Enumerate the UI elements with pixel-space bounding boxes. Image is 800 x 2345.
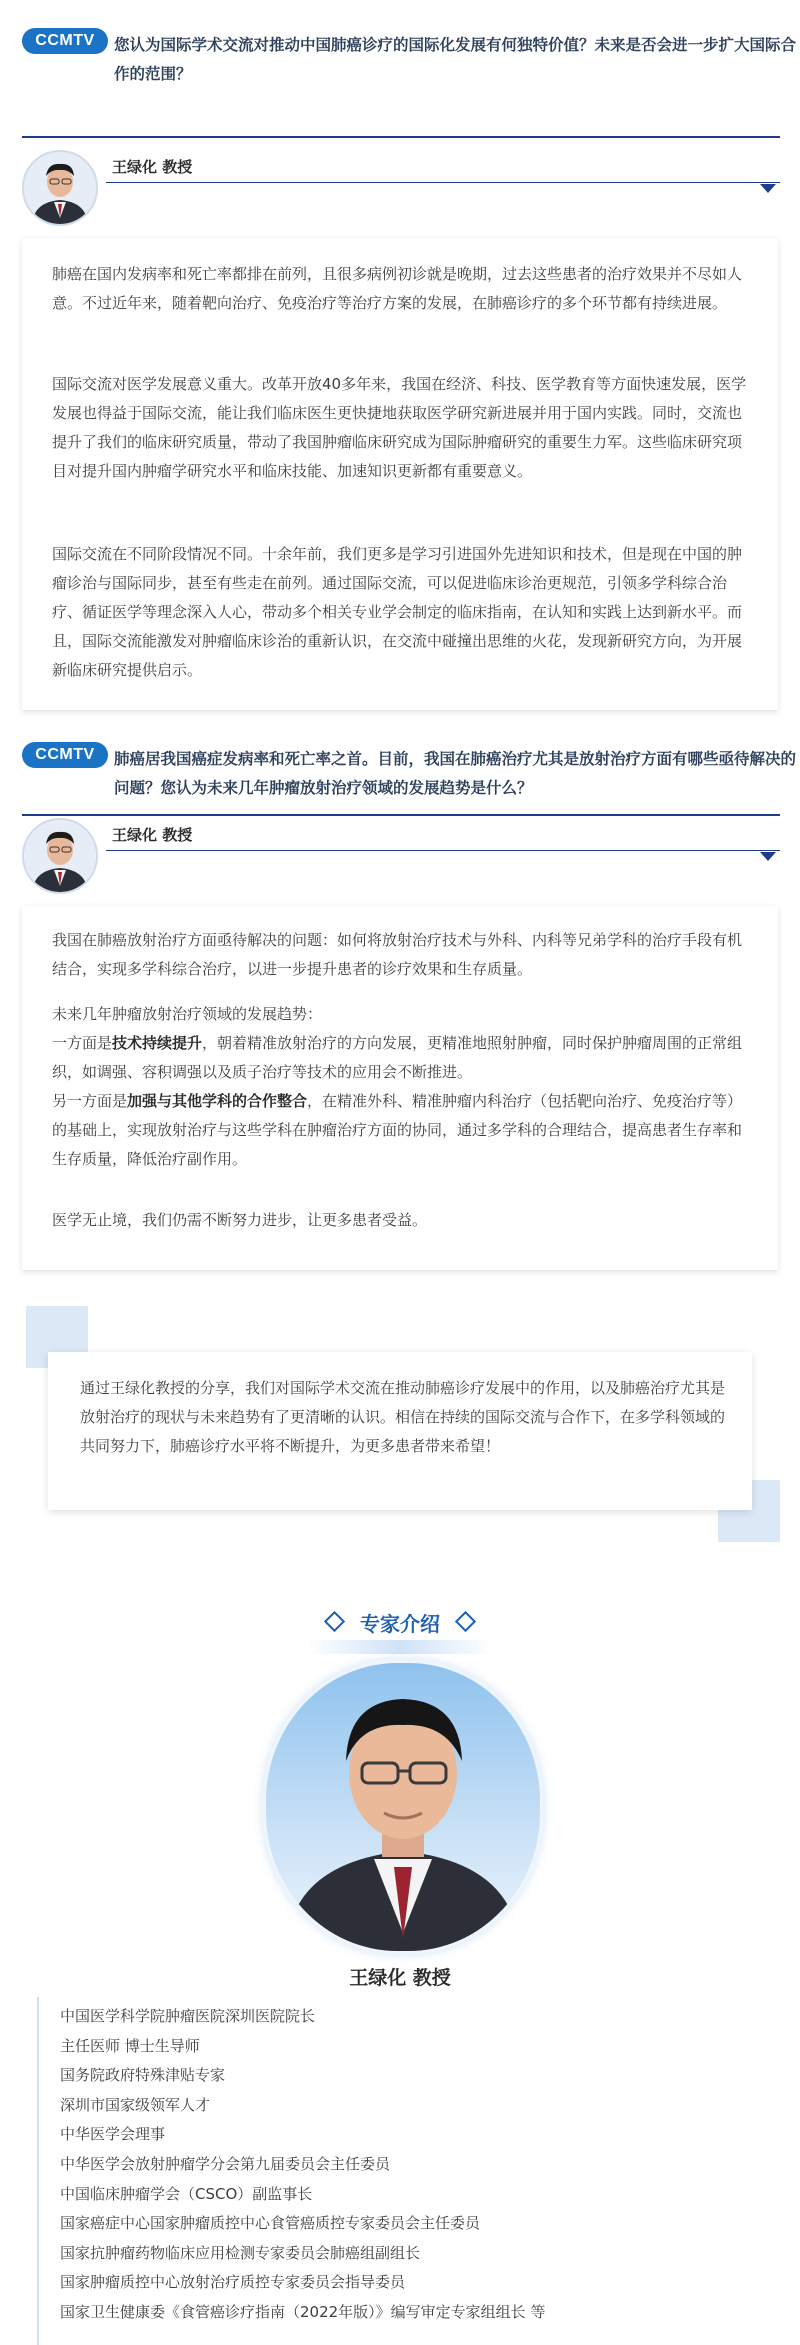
answer-card-2 — [22, 906, 778, 1270]
answer-2-trend-2: 另一方面是加强与其他学科的合作整合，在精准外科、精准肿瘤内科治疗（包括靶向治疗、免疫治疗等）的基础上，实现放射治疗与这些学科在肿瘤治疗方面的协同，通过多学科的合理结合，提高患者生存率和生存质量，降低治疗副作用。 — [52, 1092, 743, 1168]
speaker-row-1 — [22, 150, 780, 230]
triangle-down-icon — [760, 184, 776, 193]
speaker-name: 王绿化 教授 — [112, 826, 193, 844]
ccmtv-badge: CCMTV — [22, 742, 108, 768]
list-item: 中国医学科学院肿瘤医院深圳医院院长 — [60, 2007, 316, 2025]
speaker-row-2 — [22, 818, 780, 898]
question-2-text: 肺癌居我国癌症发病率和死亡率之首。目前，我国在肺癌治疗尤其是放射治疗方面有哪些亟待解决的问题？您认为未来几年肿瘤放射治疗领域的发展趋势是什么？ — [114, 750, 797, 797]
speaker-name: 王绿化 教授 — [112, 158, 193, 176]
ccmtv-badge: CCMTV — [22, 28, 108, 54]
list-item: 深圳市国家级领军人才 — [60, 2095, 211, 2114]
question-1-text: 您认为国际学术交流对推动中国肺癌诊疗的国际化发展有何独特价值？未来是否会进一步扩大国际合作的范围？ — [114, 36, 797, 83]
answer-2-trend-1: 一方面是技术持续提升，朝着精准放射治疗的方向发展，更精准地照射肿瘤，同时保护肿瘤周围的正常组织，如调强、容积调强以及质子治疗等技术的应用会不断推进。 — [52, 1034, 743, 1081]
diamond-right-icon — [455, 1611, 476, 1632]
speaker-avatar — [22, 818, 98, 894]
expert-portrait — [263, 1660, 543, 1954]
question-2-divider — [22, 814, 780, 816]
list-item: 国家卫生健康委《食管癌诊疗指南（2022年版）》编写审定专家组组长 等 — [60, 2302, 546, 2321]
list-item: 国家抗肿瘤药物临床应用检测专家委员会肺癌组副组长 — [60, 2243, 421, 2262]
question-1-divider — [22, 136, 780, 138]
speaker-avatar — [22, 150, 98, 226]
trend-1-highlight: 技术持续提升 — [112, 1034, 203, 1052]
list-item: 国家肿瘤质控中心放射治疗质控专家委员会指导委员 — [60, 2273, 406, 2292]
speaker-divider — [106, 850, 780, 851]
answer-2-paragraph-3: 医学无止境，我们仍需不断努力进步，让更多患者受益。 — [52, 1211, 428, 1229]
list-item: 主任医师 博士生导师 — [60, 2036, 200, 2055]
summary-text: 通过王绿化教授的分享，我们对国际学术交流在推动肺癌诊疗发展中的作用，以及肺癌治疗尤其是放射治疗的现状与未来趋势有了更清晰的认识。相信在持续的国际交流与合作下，在多学科领域的共同努力下，肺癌诊疗水平将不断提升，为更多患者带来希望！ — [80, 1379, 726, 1455]
expert-section-title: 专家介绍 — [0, 1608, 800, 1637]
speaker-divider — [106, 182, 780, 183]
summary-box — [48, 1352, 752, 1510]
title-underline-glow — [307, 1640, 493, 1654]
triangle-down-icon — [760, 852, 776, 861]
answer-1-paragraph-3: 国际交流在不同阶段情况不同。十余年前，我们更多是学习引进国外先进知识和技术，但是现在中国的肿瘤诊治与国际同步，甚至有些走在前列。通过国际交流，可以促进临床诊治更规范，引领多学科综合治疗、循证医学等理念深入人心，带动多个相关专业学会制定的临床指南，在认知和实践上达到新水平。而且，国际交流能激发对肿瘤临床诊治的重新认识，在交流中碰撞出思维的火花，发现新研究方向，为开展新临床研究提供启示。 — [52, 545, 743, 679]
answer-2-paragraph-1: 我国在肺癌放射治疗方面亟待解决的问题：如何将放射治疗技术与外科、内科等兄弟学科的治疗手段有机结合，实现多学科综合治疗，以进一步提升患者的诊疗效果和生存质量。 — [52, 931, 743, 978]
diamond-left-icon — [324, 1611, 345, 1632]
answer-card-1 — [22, 238, 778, 710]
answer-2-trends-intro: 未来几年肿瘤放射治疗领域的发展趋势： — [52, 1005, 323, 1023]
list-item: 中华医学会理事 — [60, 2125, 166, 2144]
list-item: 国务院政府特殊津贴专家 — [60, 2066, 226, 2085]
expert-list-bar — [37, 1997, 39, 2345]
trend-2-highlight: 加强与其他学科的合作整合 — [127, 1092, 308, 1110]
answer-1-paragraph-2: 国际交流对医学发展意义重大。改革开放40多年来，我国在经济、科技、医学教育等方面快速发展，医学发展也得益于国际交流，能让我们临床医生更快捷地获取医学研究新进展并用于国内实践。同时，交流也提升了我们的临床研究质量，带动了我国肿瘤临床研究成为国际肿瘤研究的重要生力军。这些临床研究项目对提升国内肿瘤学研究水平和临床技能、加速知识更新都有重要意义。 — [52, 375, 747, 480]
list-item: 中国临床肿瘤学会（CSCO）副监事长 — [60, 2184, 313, 2203]
answer-1-paragraph-1: 肺癌在国内发病率和死亡率都排在前列，且很多病例初诊就是晚期，过去这些患者的治疗效果并不尽如人意。不过近年来，随着靶向治疗、免疫治疗等治疗方案的发展，在肺癌诊疗的多个环节都有持续进展。 — [52, 265, 743, 312]
list-item: 中华医学会放射肿瘤学分会第九届委员会主任委员 — [60, 2154, 391, 2173]
list-item: 国家癌症中心国家肿瘤质控中心食管癌质控专家委员会主任委员 — [60, 2214, 481, 2233]
expert-name: 王绿化 教授 — [349, 1967, 451, 1989]
expert-titles-list — [60, 2002, 545, 2328]
